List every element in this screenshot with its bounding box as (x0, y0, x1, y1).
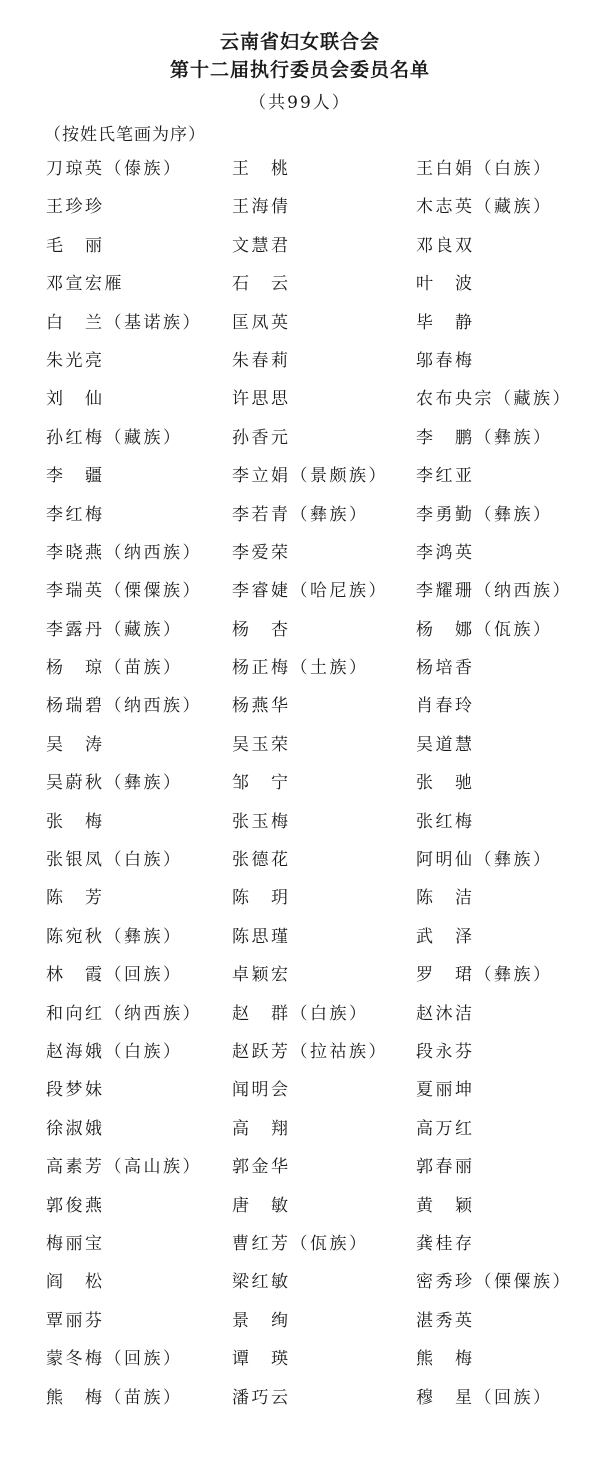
member-name: 王白娟（白族） (416, 159, 553, 179)
member-name: 陈思瑾 (232, 926, 291, 947)
member-name: 张 梅 (46, 811, 105, 832)
member-name: 林 霞（回族） (46, 965, 183, 986)
member-name: 赵海娥（白族） (46, 1041, 183, 1062)
member-row (0, 342, 600, 380)
member-row (0, 572, 600, 610)
member-name: 孙香元 (232, 427, 291, 448)
document-title-line1: 云南省妇女联合会 (219, 31, 380, 53)
member-name: 梅丽宝 (46, 1233, 105, 1254)
member-name: 吴玉荣 (232, 734, 291, 755)
member-name: 陈 玥 (232, 888, 291, 909)
member-row (0, 1148, 600, 1186)
member-name: 黄 颖 (416, 1195, 475, 1216)
member-name: 邹 宁 (232, 773, 291, 794)
member-row (0, 457, 600, 495)
member-name: 李睿婕（哈尼族） (232, 581, 388, 602)
member-name: 白 兰（基诺族） (46, 312, 202, 333)
member-name: 阿明仙（彝族） (416, 850, 553, 871)
member-name: 赵跃芳（拉祜族） (232, 1041, 388, 1062)
member-row (0, 188, 600, 226)
member-name: 和向红（纳西族） (46, 1003, 202, 1024)
member-name: 农布央宗（藏族） (416, 389, 572, 410)
member-row (0, 841, 600, 879)
member-name: 杨燕华 (232, 696, 291, 717)
member-name: 覃丽芬 (46, 1310, 105, 1331)
member-name: 高万红 (416, 1118, 475, 1139)
member-name: 王珍珍 (46, 197, 105, 218)
member-name: 李爱荣 (232, 542, 291, 563)
member-name: 李耀珊（纳西族） (416, 581, 572, 602)
member-name: 刘 仙 (46, 389, 105, 410)
member-name: 徐淑娥 (46, 1118, 105, 1139)
member-name: 李鸿英 (416, 542, 475, 563)
member-name: 李 鹏（彝族） (416, 427, 553, 448)
member-row (0, 1263, 600, 1301)
member-name: 张红梅 (416, 811, 475, 832)
member-name: 穆 星（回族） (416, 1387, 553, 1408)
member-name: 吴 涛 (46, 734, 105, 755)
member-name: 曹红芳（佤族） (232, 1233, 369, 1254)
member-row (0, 1340, 600, 1378)
member-name: 谭 瑛 (232, 1349, 291, 1370)
member-name: 景 绚 (232, 1310, 291, 1331)
member-name: 邓良双 (416, 235, 475, 256)
member-row (0, 995, 600, 1033)
member-name: 杨瑞碧（纳西族） (46, 696, 202, 717)
member-name: 李立娟（景颇族） (232, 466, 388, 487)
member-row (0, 687, 600, 725)
member-name: 熊 梅 (416, 1349, 475, 1370)
member-row (0, 1379, 600, 1417)
member-name: 高 翔 (232, 1118, 291, 1139)
member-name: 李若青（彝族） (232, 504, 369, 525)
member-row (0, 611, 600, 649)
member-name: 陈 芳 (46, 888, 105, 909)
member-name: 蒙冬梅（回族） (46, 1349, 183, 1370)
member-name: 叶 波 (416, 274, 475, 295)
member-name: 杨 琼（苗族） (46, 658, 183, 679)
member-name: 刀琼英（傣族） (46, 159, 183, 179)
member-name: 杨培香 (416, 658, 475, 679)
member-name: 李红梅 (46, 504, 105, 525)
member-row (0, 649, 600, 687)
member-name: 朱光亮 (46, 350, 105, 371)
member-name: 毛 丽 (46, 235, 105, 256)
member-name: 湛秀英 (416, 1310, 475, 1331)
member-name: 朱春莉 (232, 350, 291, 371)
member-name: 郭俊燕 (46, 1195, 105, 1216)
member-name: 夏丽坤 (416, 1080, 475, 1101)
member-row (0, 227, 600, 265)
member-row (0, 764, 600, 802)
member-name: 杨正梅（土族） (232, 658, 369, 679)
member-name: 罗 珺（彝族） (416, 965, 553, 986)
member-name: 武 泽 (416, 926, 475, 947)
member-name: 龚桂存 (416, 1233, 475, 1254)
member-row (0, 1071, 600, 1109)
member-name: 密秀珍（傈僳族） (416, 1272, 572, 1293)
member-row (0, 496, 600, 534)
member-row (0, 726, 600, 764)
member-name: 李勇勤（彝族） (416, 504, 553, 525)
member-name: 张银凤（白族） (46, 850, 183, 871)
member-name: 李红亚 (416, 466, 475, 487)
member-name: 潘巧云 (232, 1387, 291, 1408)
member-name: 张 驰 (416, 773, 475, 794)
member-row (0, 1033, 600, 1071)
member-name: 肖春玲 (416, 696, 475, 717)
member-name: 杨 娜（佤族） (416, 619, 553, 640)
member-name: 赵 群（白族） (232, 1003, 369, 1024)
member-name: 王 桃 (232, 159, 291, 179)
member-name: 段梦妹 (46, 1080, 105, 1101)
member-name: 段永芬 (416, 1041, 475, 1062)
member-name: 梁红敏 (232, 1272, 291, 1293)
member-row (0, 1225, 600, 1263)
order-note: （按姓氏笔画为序） (44, 125, 206, 145)
member-name: 文慧君 (232, 235, 291, 256)
member-row (0, 803, 600, 841)
member-row (0, 419, 600, 457)
member-name: 高素芳（高山族） (46, 1157, 202, 1178)
member-name: 毕 静 (416, 312, 475, 333)
member-name: 张德花 (232, 850, 291, 871)
member-row (0, 534, 600, 572)
member-row (0, 150, 600, 188)
member-count: （共99人） (249, 93, 351, 113)
member-name: 匡凤英 (232, 312, 291, 333)
member-name: 李露丹（藏族） (46, 619, 183, 640)
member-name: 阎 松 (46, 1272, 105, 1293)
member-row (0, 1187, 600, 1225)
member-name: 吴蔚秋（彝族） (46, 773, 183, 794)
member-name: 唐 敏 (232, 1195, 291, 1216)
member-list (0, 150, 600, 1417)
document-title-line2: 第十二届执行委员会委员名单 (169, 59, 430, 81)
member-name: 杨 杏 (232, 619, 291, 640)
member-row (0, 304, 600, 342)
member-name: 卓颖宏 (232, 965, 291, 986)
member-name: 石 云 (232, 274, 291, 295)
member-name: 李瑞英（傈僳族） (46, 581, 202, 602)
member-name: 吴道慧 (416, 734, 475, 755)
member-name: 邬春梅 (416, 350, 475, 371)
member-row (0, 380, 600, 418)
member-row (0, 879, 600, 917)
member-name: 李 疆 (46, 466, 105, 487)
member-name: 郭春丽 (416, 1157, 475, 1178)
member-name: 李晓燕（纳西族） (46, 542, 202, 563)
member-name: 许思思 (232, 389, 291, 410)
member-name: 木志英（藏族） (416, 197, 553, 218)
member-name: 孙红梅（藏族） (46, 427, 183, 448)
member-row (0, 265, 600, 303)
member-name: 陈 洁 (416, 888, 475, 909)
member-name: 王海倩 (232, 197, 291, 218)
member-row (0, 1110, 600, 1148)
member-row (0, 1302, 600, 1340)
member-name: 张玉梅 (232, 811, 291, 832)
member-name: 闻明会 (232, 1080, 291, 1101)
member-name: 陈宛秋（彝族） (46, 926, 183, 947)
member-name: 郭金华 (232, 1157, 291, 1178)
member-name: 熊 梅（苗族） (46, 1387, 183, 1408)
member-row (0, 918, 600, 956)
member-row (0, 956, 600, 994)
member-name: 赵沐洁 (416, 1003, 475, 1024)
member-name: 邓宣宏雁 (46, 274, 124, 295)
